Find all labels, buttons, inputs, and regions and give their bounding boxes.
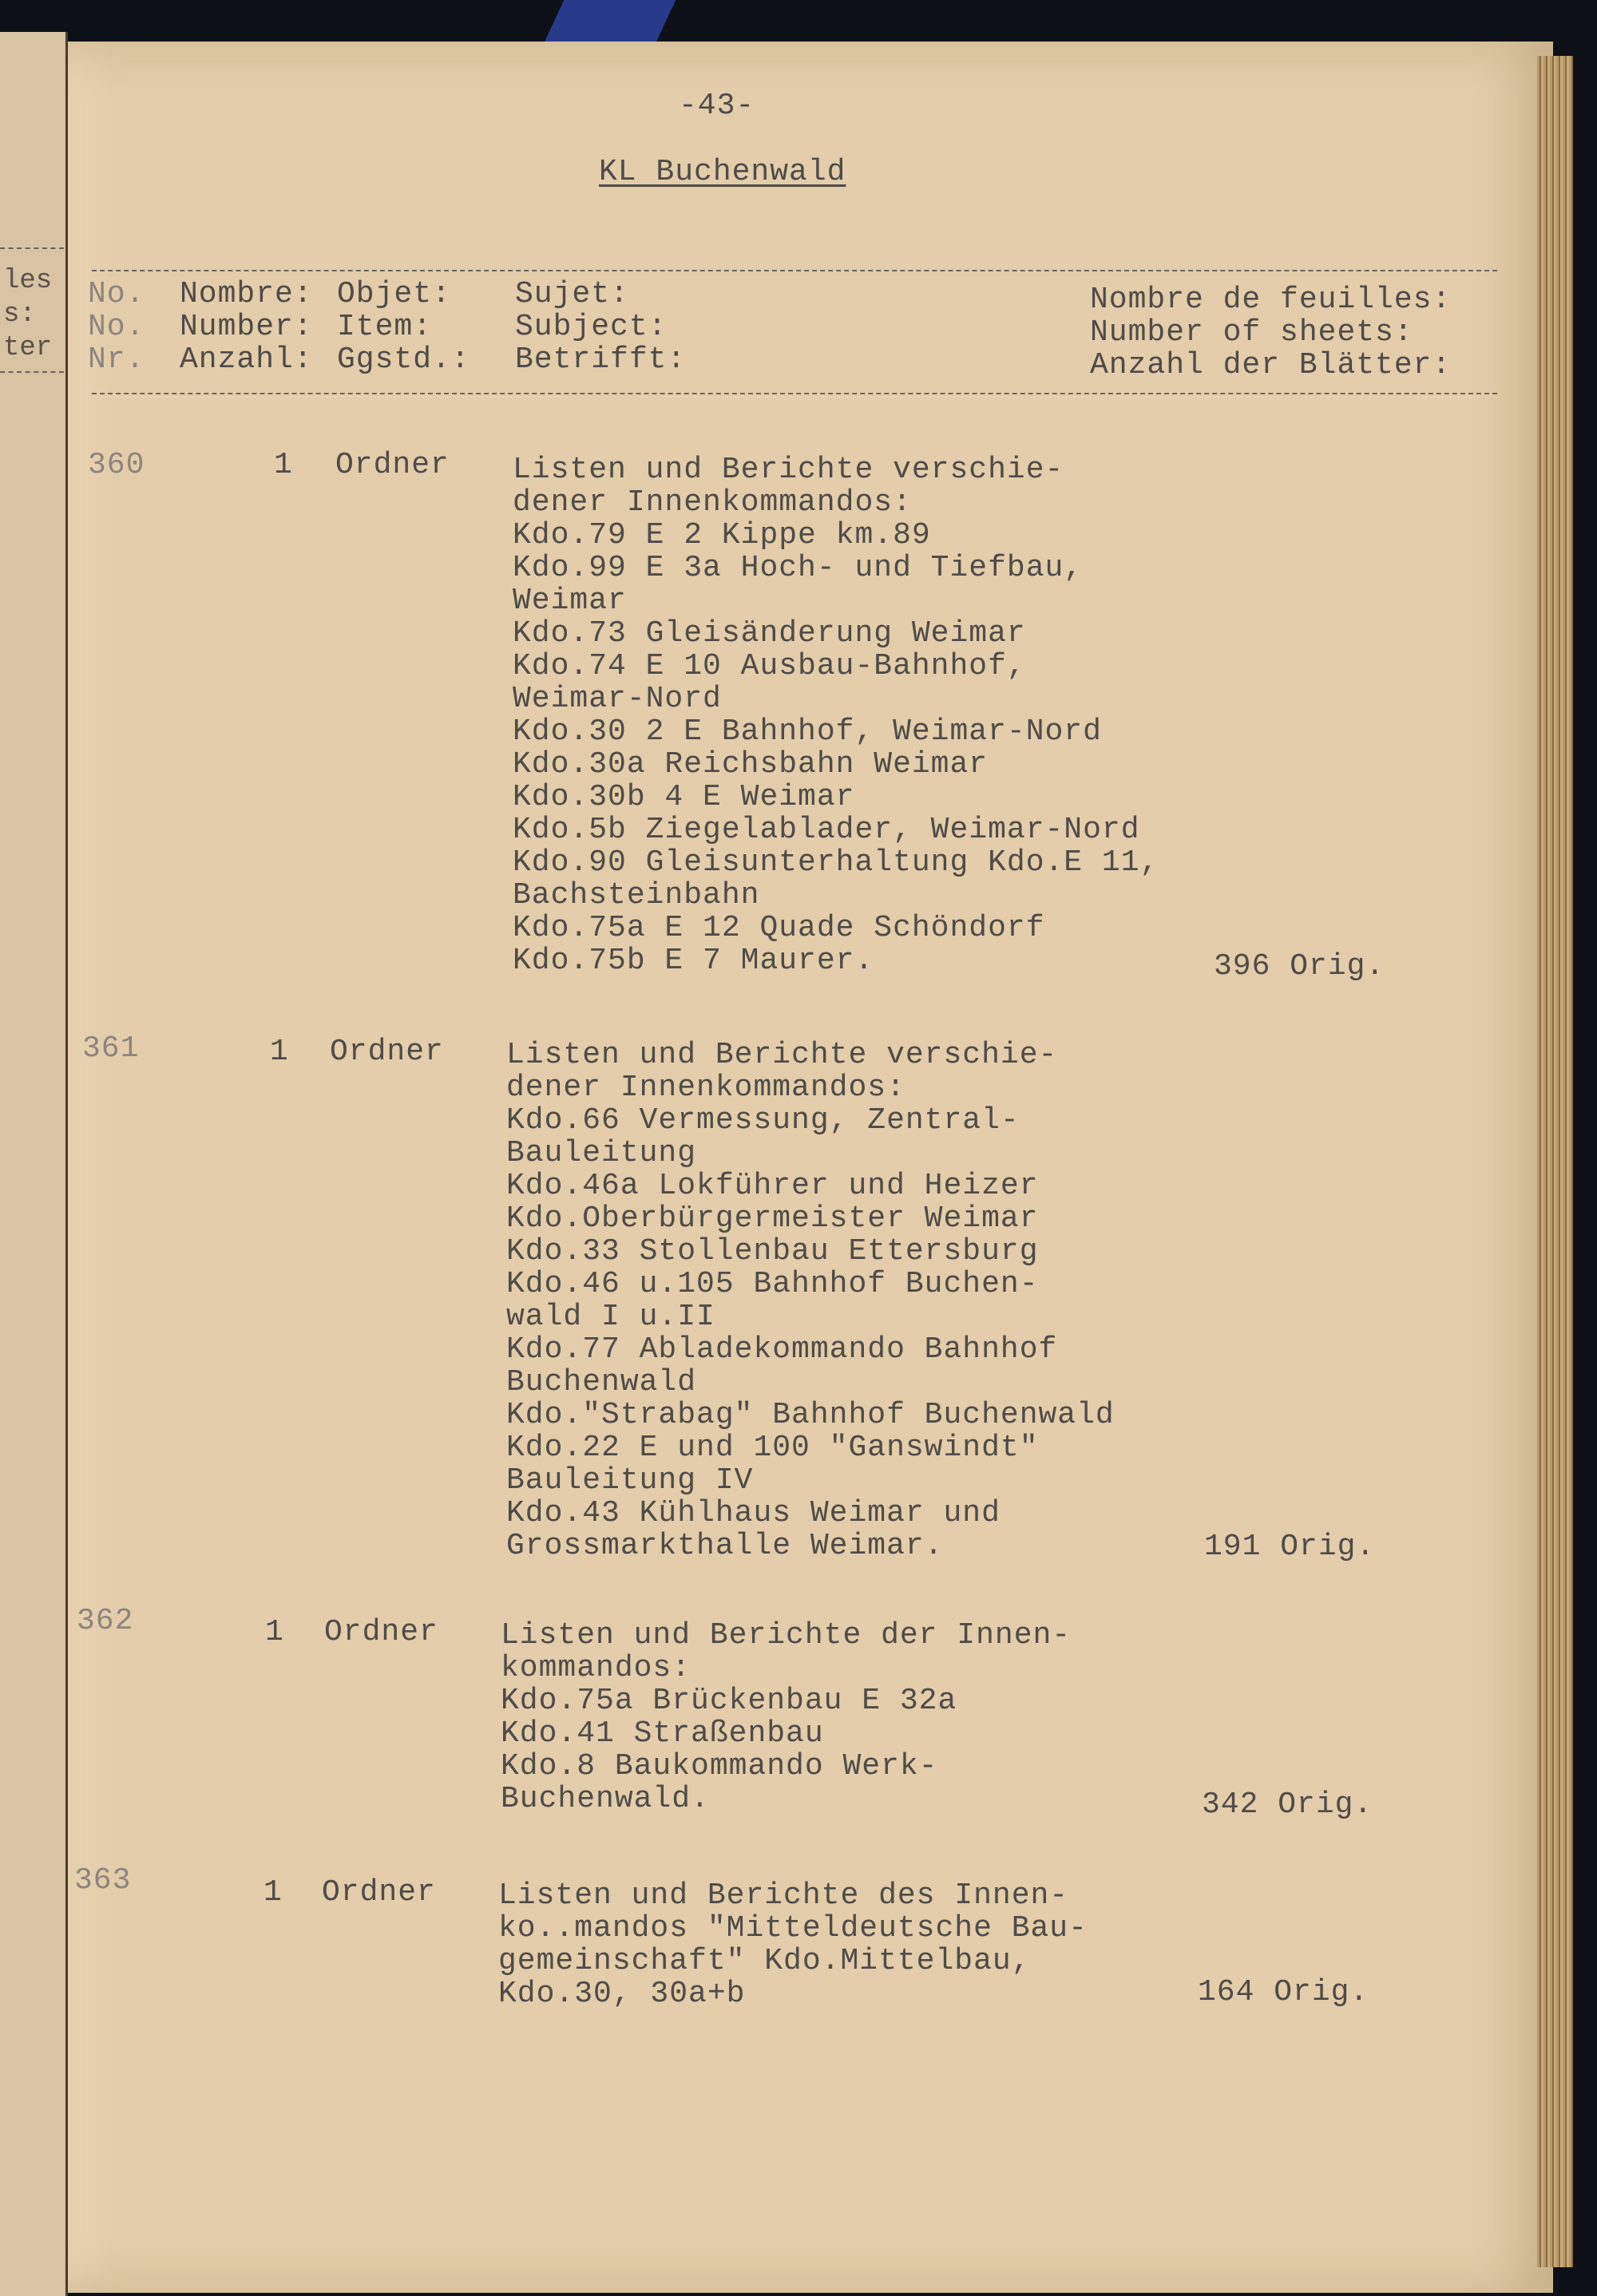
- header-sheets-fr: Nombre de feuilles:: [1090, 283, 1452, 317]
- entry-description: [501, 1619, 1071, 1815]
- description-line: Kdo.8 Baukommando Werk-: [501, 1749, 938, 1783]
- header-no-fr: No.: [88, 277, 145, 311]
- description-line: Grossmarkthalle Weimar.: [506, 1529, 944, 1563]
- description-line: Kdo.Oberbürgermeister Weimar: [506, 1201, 1039, 1236]
- entry-sheets: 191 Orig.: [1204, 1530, 1376, 1564]
- entry-sheets: 164 Orig.: [1198, 1975, 1369, 2009]
- header-no-en: No.: [88, 310, 145, 344]
- page-title: KL Buchenwald: [599, 155, 846, 189]
- header-item-en: Item:: [337, 310, 433, 344]
- description-line: Bauleitung IV: [506, 1463, 754, 1498]
- description-line: Bachsteinbahn: [513, 878, 760, 912]
- entry-count: 1: [264, 1875, 283, 1910]
- description-line: Listen und Berichte verschie-: [506, 1038, 1058, 1072]
- description-line: Kdo.75a E 12 Quade Schöndorf: [513, 911, 1045, 945]
- margin-fragment: s:: [3, 299, 36, 330]
- header-item-fr: Objet:: [337, 277, 451, 311]
- header-bottom-rule: [92, 393, 1497, 394]
- description-line: Kdo.30, 30a+b: [498, 1977, 746, 2011]
- entry-sheets: 342 Orig.: [1202, 1787, 1373, 1822]
- description-line: Kdo.5b Ziegelablader, Weimar-Nord: [513, 813, 1140, 847]
- left-page-edge: [0, 32, 68, 2296]
- description-line: Buchenwald: [506, 1365, 697, 1399]
- header-top-rule: [92, 270, 1497, 271]
- description-line: Listen und Berichte der Innen-: [501, 1618, 1072, 1653]
- header-no-de: Nr.: [88, 342, 145, 377]
- description-line: gemeinschaft" Kdo.Mittelbau,: [498, 1944, 1031, 1978]
- description-line: Kdo.43 Kühlhaus Weimar und: [506, 1496, 1001, 1530]
- description-line: wald I u.II: [506, 1300, 715, 1334]
- entry-item: Ordner: [330, 1035, 444, 1069]
- header-item-de: Ggstd.:: [337, 342, 470, 377]
- description-line: Kdo.22 E und 100 "Ganswindt": [506, 1431, 1039, 1465]
- description-line: Buchenwald.: [501, 1782, 710, 1816]
- entry-count: 1: [274, 448, 293, 482]
- page-stack-edge: [1537, 56, 1573, 2267]
- entry-item: Ordner: [324, 1615, 438, 1649]
- description-line: Kdo.75a Brückenbau E 32a: [501, 1684, 957, 1718]
- description-line: Kdo.90 Gleisunterhaltung Kdo.E 11,: [513, 845, 1159, 880]
- header-subject-de: Betrifft:: [515, 342, 687, 377]
- entry-description: [513, 453, 1159, 977]
- entry-item: Ordner: [322, 1875, 436, 1910]
- description-line: Kdo.77 Abladekommando Bahnhof: [506, 1332, 1058, 1367]
- description-line: Listen und Berichte des Innen-: [498, 1878, 1069, 1913]
- entry-number: 362: [77, 1604, 134, 1638]
- description-line: Kdo.75b E 7 Maurer.: [513, 944, 874, 978]
- header-sheets-en: Number of sheets:: [1090, 315, 1413, 350]
- description-line: Kdo.99 E 3a Hoch- und Tiefbau,: [513, 551, 1084, 585]
- description-line: Kdo.66 Vermessung, Zentral-: [506, 1103, 1020, 1138]
- margin-fragment: les: [3, 266, 53, 296]
- description-line: Kdo.79 E 2 Kippe km.89: [513, 518, 931, 552]
- description-line: Weimar: [513, 584, 627, 618]
- header-subject-en: Subject:: [515, 310, 668, 344]
- description-line: Kdo."Strabag" Bahnhof Buchenwald: [506, 1398, 1115, 1432]
- description-line: ko..mandos "Mitteldeutsche Bau-: [498, 1911, 1088, 1946]
- header-sheets-de: Anzahl der Blätter:: [1090, 348, 1452, 382]
- entry-number: 363: [74, 1863, 132, 1898]
- entry-number: 360: [88, 448, 145, 482]
- page-number: -43-: [679, 89, 755, 123]
- description-line: Kdo.30 2 E Bahnhof, Weimar-Nord: [513, 715, 1102, 749]
- divider: [0, 247, 64, 249]
- description-line: Kdo.33 Stollenbau Ettersburg: [506, 1234, 1039, 1269]
- description-line: kommandos:: [501, 1651, 692, 1685]
- entry-sheets: 396 Orig.: [1214, 949, 1385, 984]
- description-line: Kdo.46a Lokführer und Heizer: [506, 1169, 1039, 1203]
- entry-count: 1: [270, 1035, 289, 1069]
- description-line: Kdo.46 u.105 Bahnhof Buchen-: [506, 1267, 1039, 1301]
- description-line: Kdo.73 Gleisänderung Weimar: [513, 616, 1026, 651]
- header-count-fr: Nombre:: [180, 277, 313, 311]
- header-count-en: Number:: [180, 310, 313, 344]
- description-line: dener Innenkommandos:: [506, 1071, 905, 1105]
- description-line: Weimar-Nord: [513, 682, 722, 716]
- header-subject-fr: Sujet:: [515, 277, 629, 311]
- description-line: Kdo.30b 4 E Weimar: [513, 780, 855, 814]
- entry-number: 361: [82, 1031, 140, 1066]
- description-line: Kdo.74 E 10 Ausbau-Bahnhof,: [513, 649, 1026, 683]
- description-line: dener Innenkommandos:: [513, 485, 912, 520]
- description-line: Listen und Berichte verschie-: [513, 453, 1064, 487]
- divider: [0, 371, 64, 373]
- description-line: Kdo.41 Straßenbau: [501, 1716, 824, 1751]
- description-line: Kdo.30a Reichsbahn Weimar: [513, 747, 989, 782]
- entry-description: [506, 1039, 1115, 1562]
- header-count-de: Anzahl:: [180, 342, 313, 377]
- margin-fragment: ter: [3, 333, 53, 363]
- entry-count: 1: [265, 1615, 284, 1649]
- description-line: Bauleitung: [506, 1136, 697, 1170]
- entry-item: Ordner: [335, 448, 450, 482]
- entry-description: [498, 1879, 1088, 2010]
